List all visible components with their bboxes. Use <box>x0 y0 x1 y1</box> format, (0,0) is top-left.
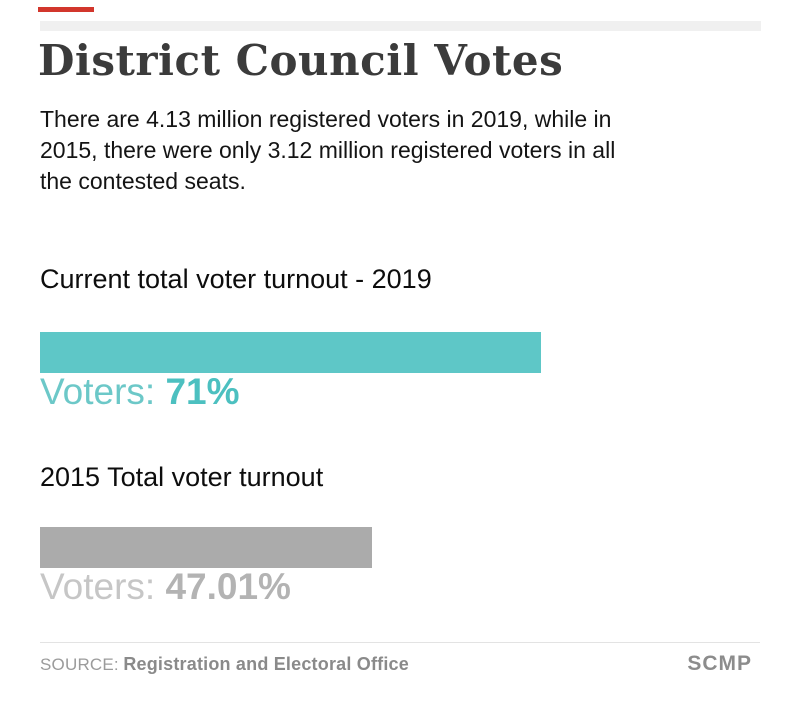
value-prefix-2019: Voters: <box>40 371 166 412</box>
bar-2015 <box>40 527 372 568</box>
source-name: Registration and Electoral Office <box>123 654 409 674</box>
red-accent-rule <box>38 7 94 12</box>
bar-track-2015 <box>40 527 746 568</box>
source-label: SOURCE: <box>40 655 119 674</box>
value-label-2015 <box>40 567 760 608</box>
bar-track-2019 <box>40 332 746 373</box>
value-number-2015: 47.01% <box>165 566 291 607</box>
footer-divider <box>40 642 760 643</box>
bar-2019 <box>40 332 541 373</box>
description-line: the contested seats. <box>40 168 246 194</box>
chart-title: District Council Votes <box>38 36 564 85</box>
footer <box>40 652 752 676</box>
top-gray-band <box>40 21 761 31</box>
value-number-2019: 71% <box>165 371 240 412</box>
value-prefix-2015: Voters: <box>40 566 166 607</box>
description-line: 2015, there were only 3.12 million registered voters in all <box>40 137 616 163</box>
value-label-2019 <box>40 372 760 413</box>
description-line: There are 4.13 million registered voters in 2019, while in <box>40 106 612 132</box>
bar-label-2019: Current total voter turnout - 2019 <box>40 264 432 294</box>
bar-label-2015: 2015 Total voter turnout <box>40 462 324 492</box>
scmp-logo: SCMP <box>687 652 752 675</box>
chart-description <box>40 104 760 197</box>
source-line <box>40 654 409 675</box>
